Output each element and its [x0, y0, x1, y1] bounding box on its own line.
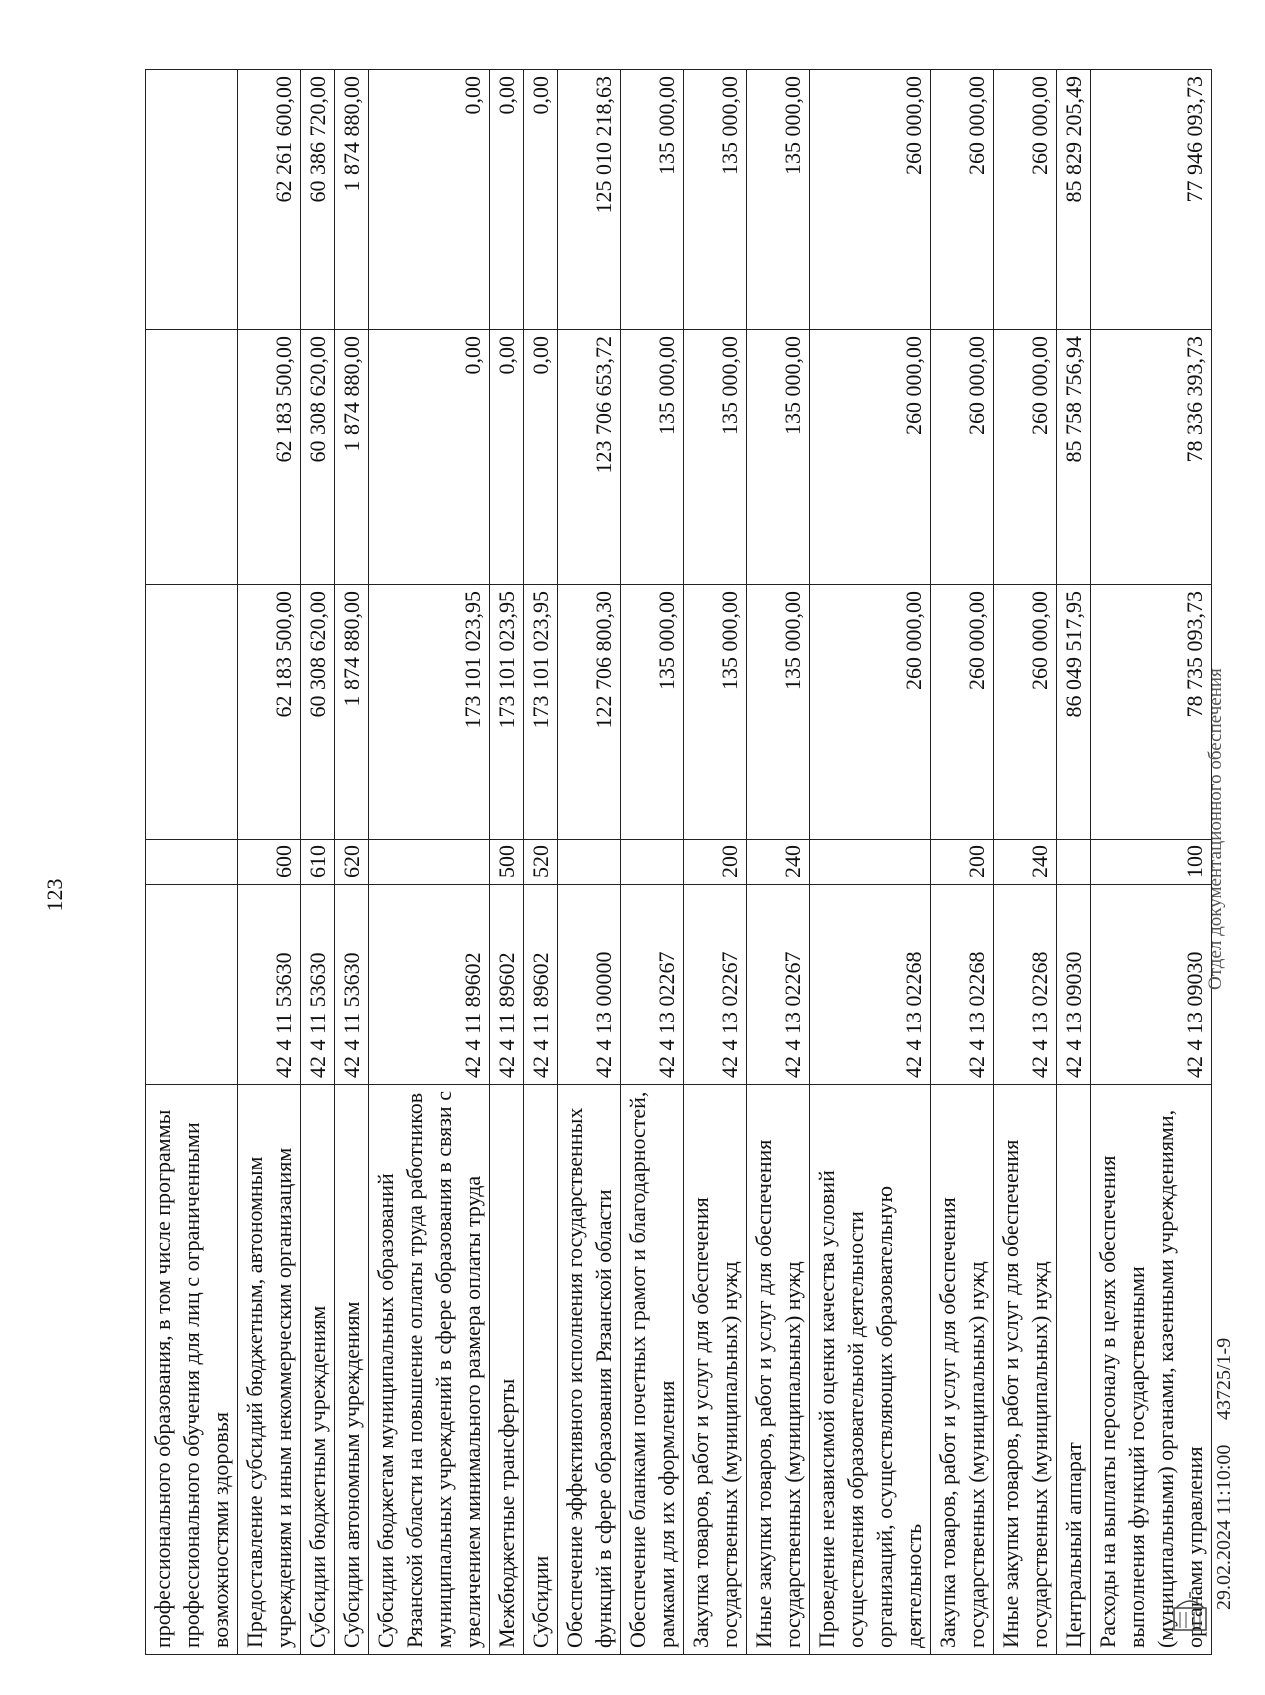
row-value-2026-cell: 260 000,00: [994, 70, 1057, 330]
row-value-2024-cell: 260 000,00: [931, 585, 994, 840]
row-name-cell: Центральный аппарат: [1057, 1085, 1091, 1655]
row-code-cell: 42 4 13 09030: [1057, 885, 1091, 1085]
row-code-cell: 42 4 11 89602: [524, 885, 558, 1085]
row-value-2024-cell: 78 735 093,73: [1091, 585, 1212, 840]
row-code-cell: 42 4 11 53630: [238, 885, 301, 1085]
row-name-cell: профессионального образования, в том числе программы профессионального обучения для лиц с ограниченными возможностями здоровья: [146, 1085, 238, 1655]
row-name-cell: Закупка товаров, работ и услуг для обеспечения государственных (муниципальных) нужд: [931, 1085, 994, 1655]
table-row: [490, 70, 524, 1655]
row-value-2024-cell: 173 101 023,95: [524, 585, 558, 840]
row-name-cell: Иные закупки товаров, работ и услуг для обеспечения государственных (муниципальных) нужд: [747, 1085, 810, 1655]
table-row: [335, 70, 369, 1655]
row-name-cell: Предоставление субсидий бюджетным, автономным учреждениям и иным некоммерческим организациям: [238, 1085, 301, 1655]
row-expense-type-cell: 620: [335, 840, 369, 885]
row-code-cell: [146, 885, 238, 1085]
footer-date: 29.02.2024 11:10:00: [1213, 1444, 1235, 1610]
row-value-2025-cell: 123 706 653,72: [558, 330, 621, 585]
row-expense-type-cell: 520: [524, 840, 558, 885]
emblem-icon: [1170, 1590, 1210, 1635]
row-value-2026-cell: 135 000,00: [747, 70, 810, 330]
table-row: [146, 70, 238, 1655]
row-value-2026-cell: 125 010 218,63: [558, 70, 621, 330]
row-value-2026-cell: 135 000,00: [621, 70, 684, 330]
row-value-2024-cell: 86 049 517,95: [1057, 585, 1091, 840]
row-name-cell: Межбюджетные трансферты: [490, 1085, 524, 1655]
row-code-cell: 42 4 13 02268: [994, 885, 1057, 1085]
row-name-cell: Расходы на выплаты персоналу в целях обеспечения выполнения функций государственными (муниципальными) органами, казенными учреждениями, органами управления: [1091, 1085, 1212, 1655]
table-row: [684, 70, 747, 1655]
row-value-2026-cell: [146, 70, 238, 330]
row-value-2026-cell: 260 000,00: [931, 70, 994, 330]
row-code-cell: 42 4 13 02267: [747, 885, 810, 1085]
row-value-2024-cell: 62 183 500,00: [238, 585, 301, 840]
row-code-cell: 42 4 13 02267: [684, 885, 747, 1085]
row-value-2025-cell: 1 874 880,00: [335, 330, 369, 585]
row-value-2025-cell: 260 000,00: [810, 330, 931, 585]
row-value-2026-cell: 260 000,00: [810, 70, 931, 330]
row-name-cell: Обеспечение бланками почетных грамот и благодарностей, рамками для их оформления: [621, 1085, 684, 1655]
row-value-2025-cell: 135 000,00: [684, 330, 747, 585]
table-row: [301, 70, 335, 1655]
row-value-2025-cell: 85 758 756,94: [1057, 330, 1091, 585]
row-value-2025-cell: 0,00: [490, 330, 524, 585]
footer-department: Отдел документационного обеспечения: [1205, 668, 1226, 990]
row-value-2024-cell: 135 000,00: [747, 585, 810, 840]
row-expense-type-cell: 500: [490, 840, 524, 885]
rotated-table-wrapper: [145, 70, 1207, 1655]
row-value-2026-cell: 85 829 205,49: [1057, 70, 1091, 330]
row-value-2024-cell: [146, 585, 238, 840]
row-value-2025-cell: [146, 330, 238, 585]
row-value-2026-cell: 77 946 093,73: [1091, 70, 1212, 330]
row-value-2024-cell: 60 308 620,00: [301, 585, 335, 840]
row-expense-type-cell: [146, 840, 238, 885]
row-name-cell: Субсидии бюджетам муниципальных образований Рязанской области на повышение оплаты труда работников муниципальных учреждений в сфере образования в связи с увеличением минимального размера оплаты труда: [369, 1085, 490, 1655]
row-code-cell: 42 4 11 53630: [335, 885, 369, 1085]
row-code-cell: 42 4 13 02268: [810, 885, 931, 1085]
row-value-2025-cell: 0,00: [524, 330, 558, 585]
table-row: [994, 70, 1057, 1655]
row-value-2024-cell: 260 000,00: [994, 585, 1057, 840]
row-code-cell: 42 4 13 00000: [558, 885, 621, 1085]
budget-table: [145, 69, 1212, 1655]
row-expense-type-cell: [1057, 840, 1091, 885]
row-name-cell: Закупка товаров, работ и услуг для обеспечения государственных (муниципальных) нужд: [684, 1085, 747, 1655]
row-expense-type-cell: 610: [301, 840, 335, 885]
row-value-2026-cell: 135 000,00: [684, 70, 747, 330]
row-name-cell: Субсидии автономным учреждениям: [335, 1085, 369, 1655]
row-code-cell: 42 4 11 53630: [301, 885, 335, 1085]
row-value-2024-cell: 173 101 023,95: [369, 585, 490, 840]
row-value-2024-cell: 122 706 800,30: [558, 585, 621, 840]
row-expense-type-cell: 600: [238, 840, 301, 885]
table-row: [621, 70, 684, 1655]
row-value-2025-cell: 60 308 620,00: [301, 330, 335, 585]
row-code-cell: 42 4 11 89602: [490, 885, 524, 1085]
footer: [1205, 70, 1265, 1670]
row-code-cell: 42 4 13 02268: [931, 885, 994, 1085]
row-expense-type-cell: [369, 840, 490, 885]
row-name-cell: Субсидии бюджетным учреждениям: [301, 1085, 335, 1655]
row-expense-type-cell: 240: [747, 840, 810, 885]
row-value-2026-cell: 0,00: [524, 70, 558, 330]
footer-doc-number: 43725/1-9: [1213, 1337, 1235, 1420]
row-name-cell: Иные закупки товаров, работ и услуг для обеспечения государственных (муниципальных) нужд: [994, 1085, 1057, 1655]
row-name-cell: Субсидии: [524, 1085, 558, 1655]
row-expense-type-cell: 100: [1091, 840, 1212, 885]
table-row: [747, 70, 810, 1655]
row-name-cell: Обеспечение эффективного исполнения государственных функций в сфере образования Рязанской области: [558, 1085, 621, 1655]
row-expense-type-cell: [621, 840, 684, 885]
row-value-2026-cell: 0,00: [490, 70, 524, 330]
row-value-2024-cell: 173 101 023,95: [490, 585, 524, 840]
row-value-2025-cell: 0,00: [369, 330, 490, 585]
table-row: [238, 70, 301, 1655]
row-value-2024-cell: 1 874 880,00: [335, 585, 369, 840]
table-row: [369, 70, 490, 1655]
row-value-2025-cell: 260 000,00: [994, 330, 1057, 585]
row-value-2025-cell: 62 183 500,00: [238, 330, 301, 585]
table-row: [810, 70, 931, 1655]
row-name-cell: Проведение независимой оценки качества условий осуществления образовательной деятельности организаций, осуществляющих образовательную деятельность: [810, 1085, 931, 1655]
table-row: [1057, 70, 1091, 1655]
row-value-2026-cell: 60 386 720,00: [301, 70, 335, 330]
row-code-cell: 42 4 11 89602: [369, 885, 490, 1085]
page-number: 123: [42, 878, 67, 912]
table-row: [558, 70, 621, 1655]
row-code-cell: 42 4 13 09030: [1091, 885, 1212, 1085]
row-value-2024-cell: 135 000,00: [684, 585, 747, 840]
row-value-2025-cell: 78 336 393,73: [1091, 330, 1212, 585]
row-expense-type-cell: [558, 840, 621, 885]
table-row: [524, 70, 558, 1655]
row-expense-type-cell: 240: [994, 840, 1057, 885]
table-row: [1091, 70, 1212, 1655]
row-code-cell: 42 4 13 02267: [621, 885, 684, 1085]
row-value-2024-cell: 260 000,00: [810, 585, 931, 840]
row-value-2026-cell: 1 874 880,00: [335, 70, 369, 330]
budget-table-body: [146, 70, 1212, 1655]
row-value-2024-cell: 135 000,00: [621, 585, 684, 840]
table-row: [931, 70, 994, 1655]
row-value-2025-cell: 135 000,00: [621, 330, 684, 585]
row-value-2025-cell: 260 000,00: [931, 330, 994, 585]
row-value-2026-cell: 62 261 600,00: [238, 70, 301, 330]
row-expense-type-cell: [810, 840, 931, 885]
row-value-2026-cell: 0,00: [369, 70, 490, 330]
row-expense-type-cell: 200: [684, 840, 747, 885]
row-value-2025-cell: 135 000,00: [747, 330, 810, 585]
row-expense-type-cell: 200: [931, 840, 994, 885]
